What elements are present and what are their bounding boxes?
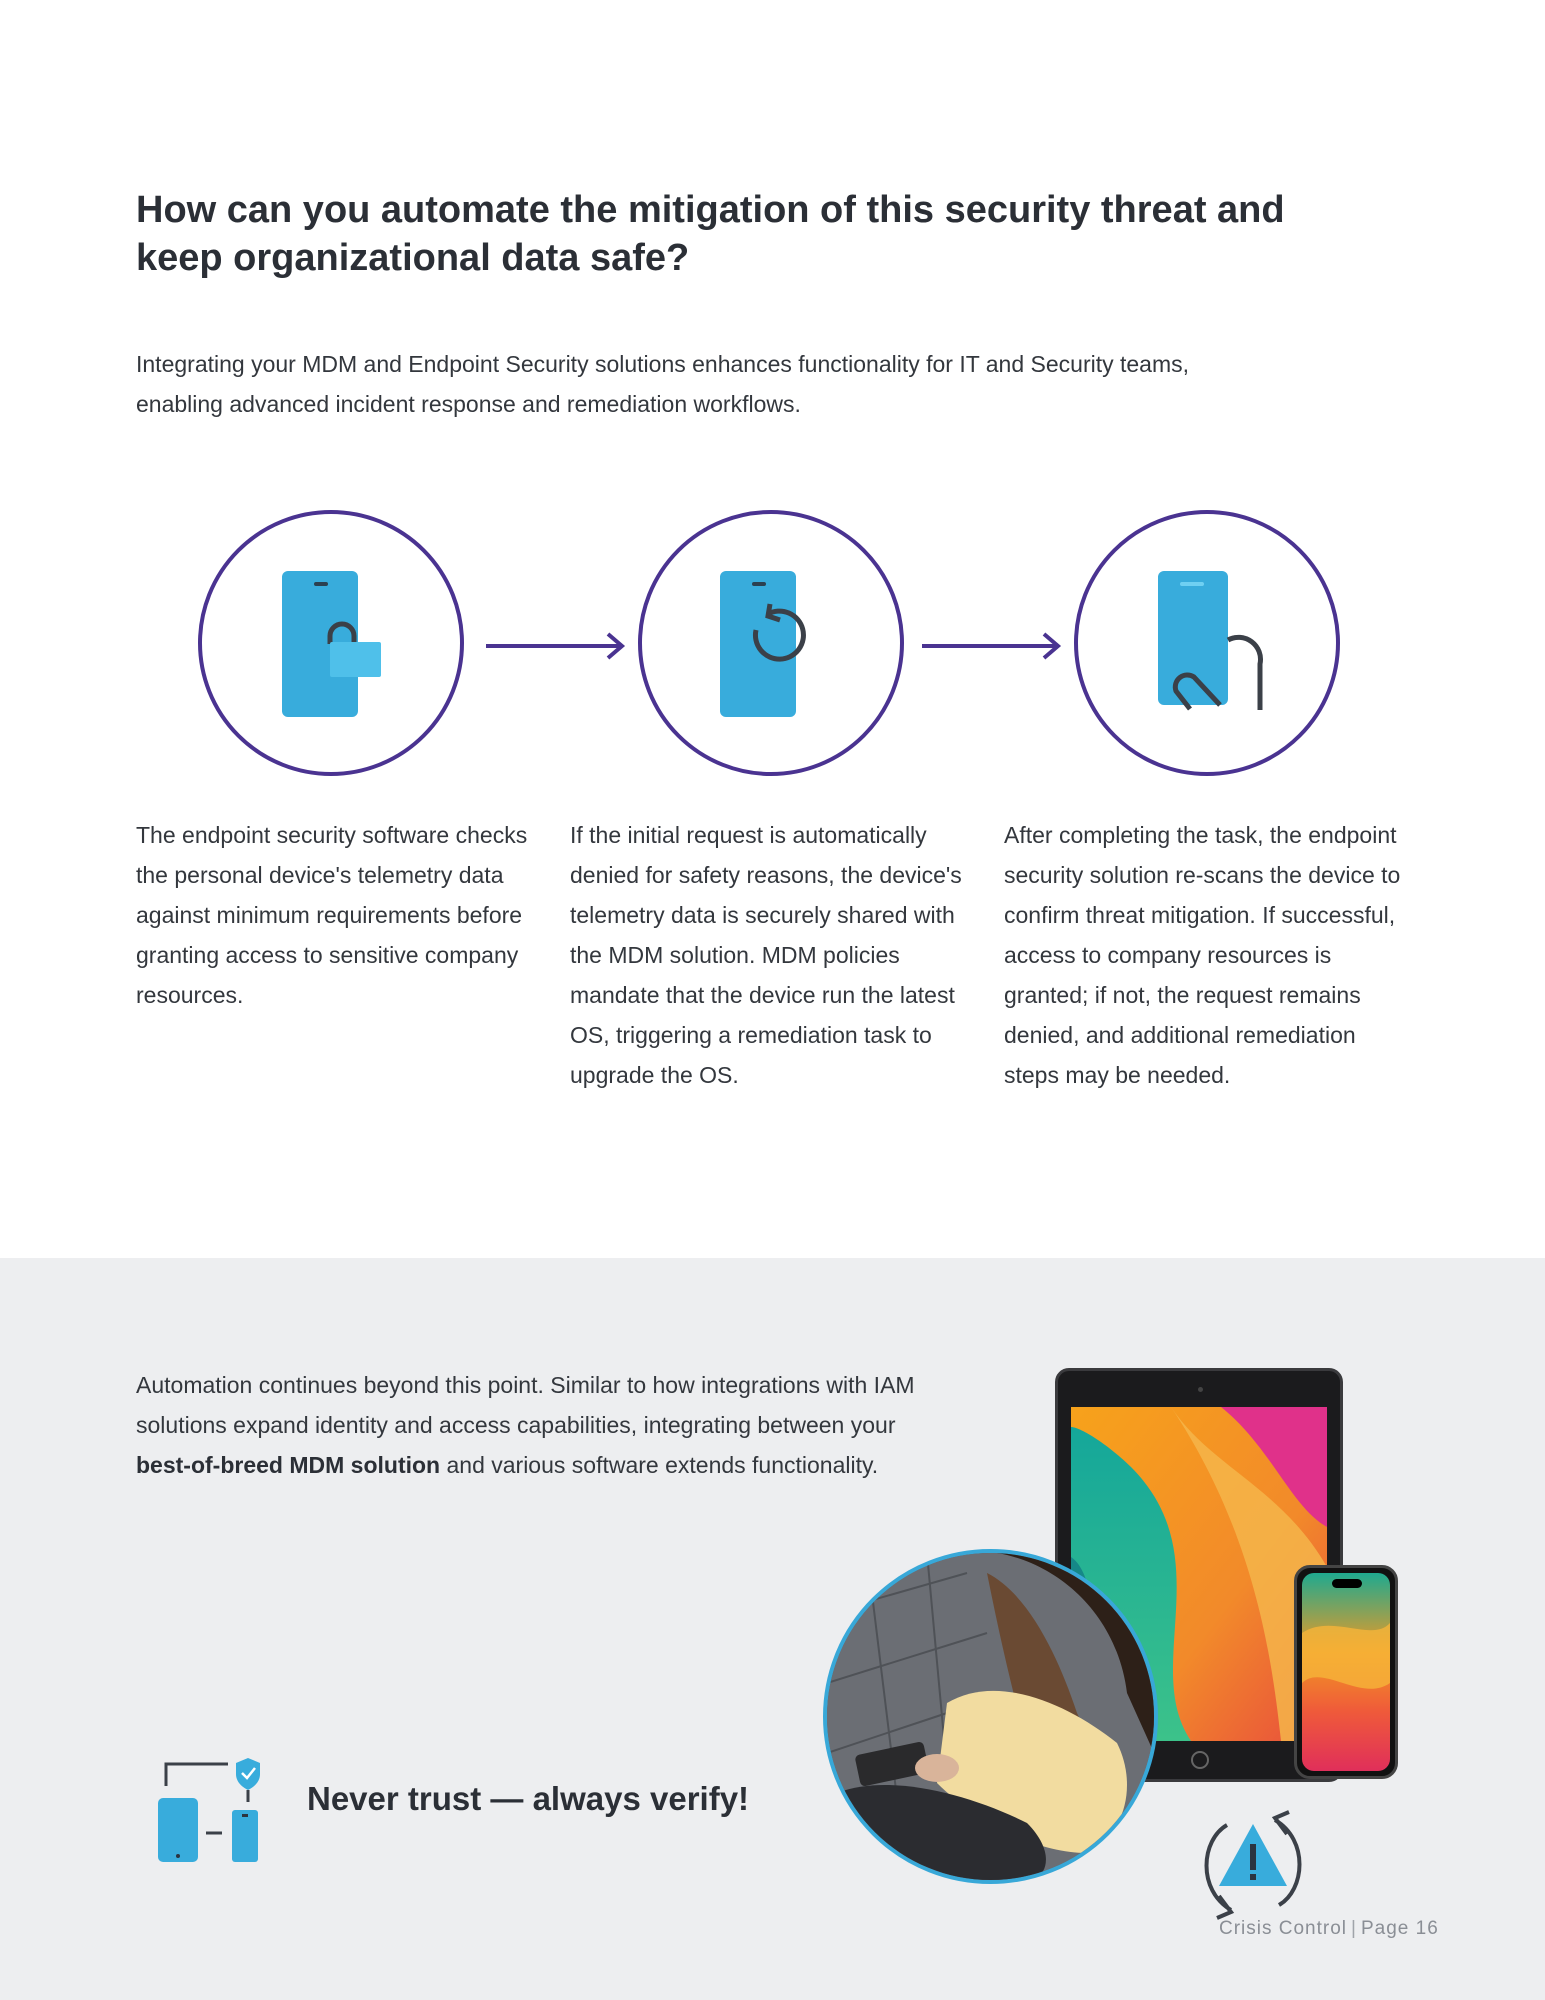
person-with-phone-photo [823,1549,1158,1884]
automation-paragraph [136,1365,936,1485]
step-2-circle [638,510,904,776]
phone-lock-icon [202,514,460,772]
tablet-home-button [1191,1751,1209,1769]
intro-paragraph: Integrating your MDM and Endpoint Security solutions enhances functionality for IT and Security teams, enabling advanced incident response and remediation workflows. [136,351,1190,417]
footer-page-number: Page 16 [1360,1918,1439,1939]
phone-screen [1302,1573,1390,1771]
page-footer [1219,1918,1439,1940]
page-heading: How can you automate the mitigation of this security threat and keep organizational data safe? [136,189,1285,279]
step-1-circle [198,510,464,776]
alert-cycle-icon [1197,1810,1309,1920]
tablet-camera [1198,1387,1203,1392]
step-2-description: If the initial request is automatically denied for safety reasons, the device's telemetry data is securely shared with the MDM solution. MDM policies mandate that the device run the latest OS, triggering a remediation task to upgrade the OS. [570,822,962,1088]
phone-image [1294,1565,1398,1779]
phone-wallpaper-image [1302,1573,1390,1771]
phone-refresh-icon [642,514,900,772]
step-3-circle [1074,510,1340,776]
automation-bold-text: best-of-breed MDM solution [136,1452,441,1478]
phone-hand-icon [1078,514,1336,772]
footer-doc-title: Crisis Control [1219,1918,1348,1939]
step-1-description: The endpoint security software checks the personal device's telemetry data against minimum requirements before granting access to sensitive company resources. [136,822,528,1008]
arrow-right-icon [484,628,626,664]
footer-separator: | [1351,1918,1357,1939]
tagline-text: Never trust — always verify! [307,1780,750,1817]
automation-text: Automation continues beyond this point. Similar to how integrations with IAM solutions expand identity and access capabilities, integrating between your [136,1372,915,1438]
person-photo-image [827,1553,1154,1880]
automation-text-end: and various software extends functionality. [440,1452,879,1478]
step-3-description: After completing the task, the endpoint security solution re-scans the device to confirm threat mitigation. If successful, access to company resources is granted; if not, the request remains denied, and additional remediation steps may be needed. [1004,822,1401,1088]
device-verify-icon [156,1756,264,1866]
arrow-right-icon [920,628,1062,664]
phone-dynamic-island [1332,1579,1362,1588]
